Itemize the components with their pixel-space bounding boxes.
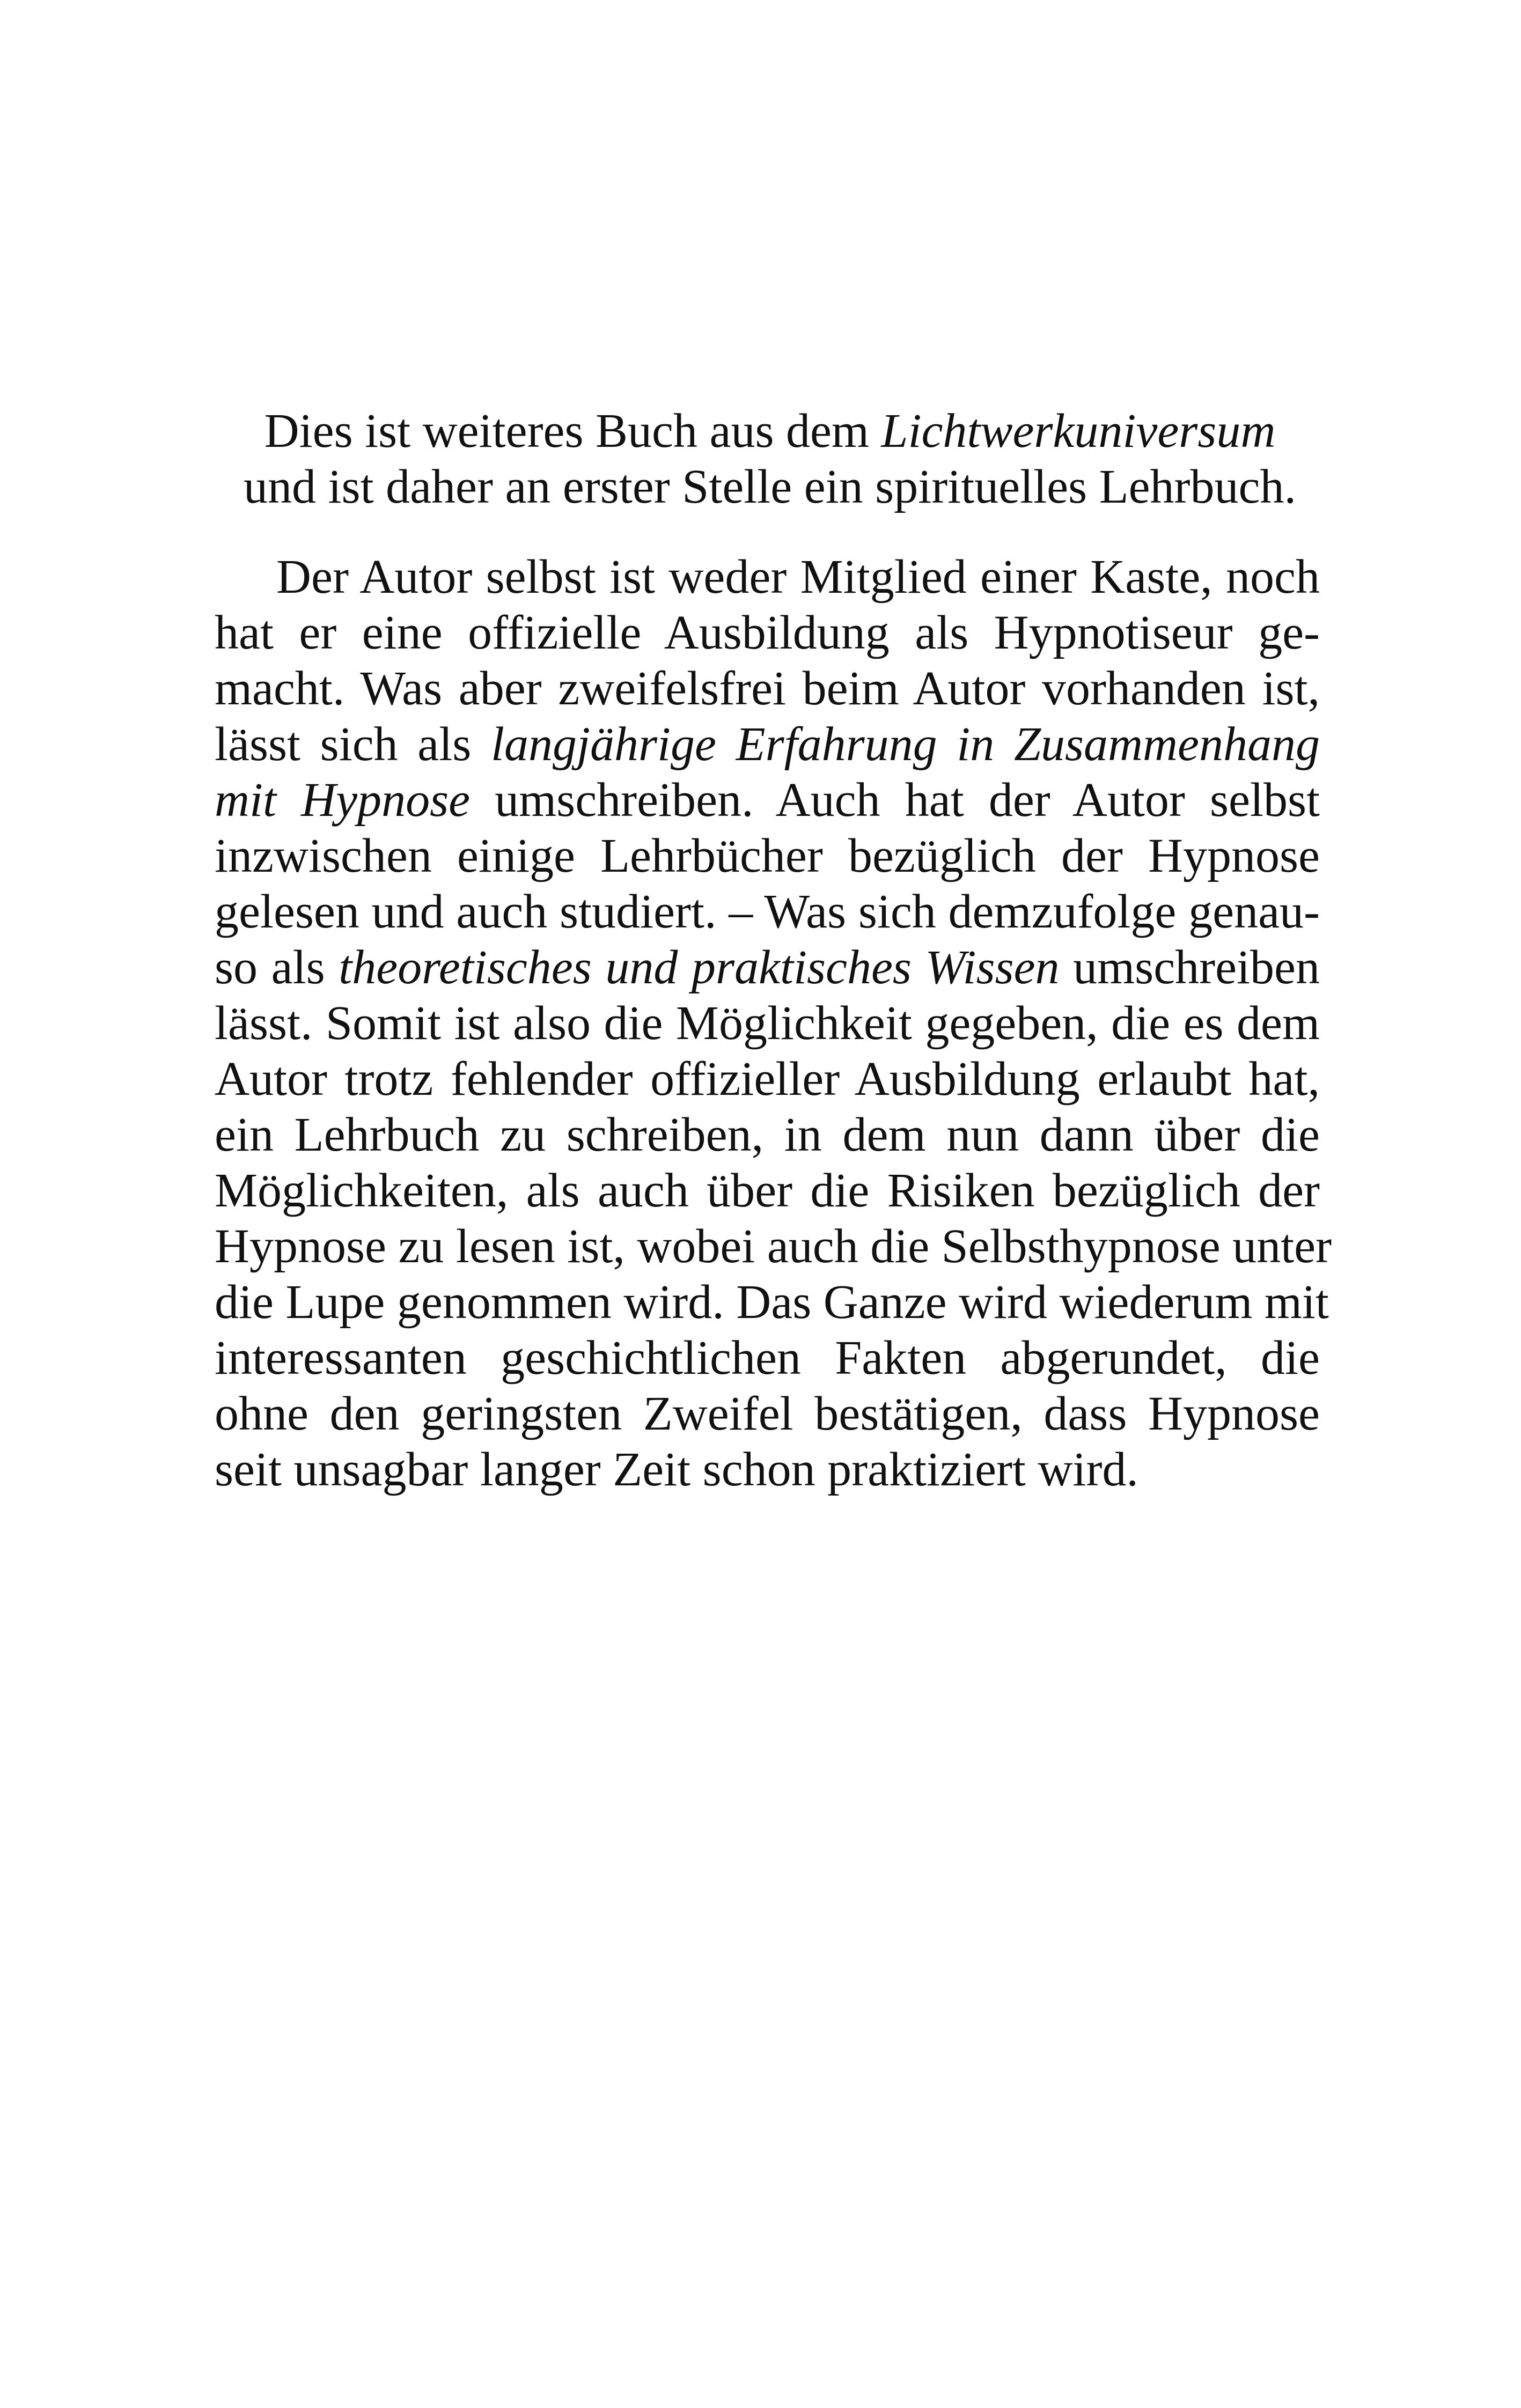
body-line-text: lässt sich als: [215, 718, 491, 771]
body-line-text: umschreiben. Auch hat der Autor selbst: [470, 774, 1320, 827]
body-line: Autor trotz fehlender offizieller Ausbildung erlaubt hat,: [215, 1052, 1320, 1106]
body-line: hat er eine offizielle Ausbildung als Hypnotiseur ge-: [215, 606, 1320, 659]
body-line: ohne den geringsten Zweifel bestätigen, dass Hypnose: [215, 1387, 1320, 1440]
body-line-emphasis: theoretisches und praktisches Wissen: [339, 941, 1060, 994]
body-line: Möglichkeiten, als auch über die Risiken bezüglich der: [215, 1164, 1320, 1217]
body-line: interessanten geschichtlichen Fakten abgerundet, die: [215, 1331, 1320, 1385]
body-line: seit unsagbar langer Zeit schon praktiziert wird.: [215, 1443, 1138, 1496]
body-line-text: so als: [215, 941, 339, 994]
body-line: lässt. Somit ist also die Möglichkeit gegeben, die es dem: [215, 997, 1320, 1050]
intro-paragraph: [231, 403, 1309, 515]
body-line-emphasis: mit Hypnose: [215, 774, 471, 827]
body-line: die Lupe genommen wird. Das Ganze wird wiederum mit: [215, 1276, 1329, 1329]
body-line: macht. Was aber zweifelsfrei beim Autor vorhanden ist,: [215, 662, 1320, 715]
body-line: [215, 772, 1320, 828]
body-line: Hypnose zu lesen ist, wobei auch die Selbsthypnose unter: [215, 1220, 1332, 1273]
intro-line-1-text: Dies ist weiteres Buch aus dem: [264, 404, 881, 458]
body-line: inzwischen einige Lehrbücher bezüglich der Hypnose: [215, 829, 1320, 882]
intro-line-1: [231, 403, 1309, 459]
body-paragraph: [215, 549, 1332, 1498]
intro-line-2: und ist daher an erster Stelle ein spirituelles Lehrbuch.: [244, 460, 1296, 513]
body-line: [215, 717, 1320, 772]
body-line: [215, 940, 1320, 996]
body-line: ein Lehrbuch zu schreiben, in dem nun dann über die: [215, 1108, 1320, 1161]
intro-line-1-emphasis: Lichtwerkuniversum: [881, 404, 1276, 458]
body-line-text: umschreiben: [1059, 941, 1320, 994]
body-line: gelesen und auch studiert. – Was sich demzufolge genau-: [215, 885, 1320, 938]
body-line: Der Autor selbst ist weder Mitglied einer Kaste, noch: [276, 550, 1320, 603]
body-line-emphasis: langjährige Erfahrung in Zusammenhang: [490, 718, 1320, 771]
